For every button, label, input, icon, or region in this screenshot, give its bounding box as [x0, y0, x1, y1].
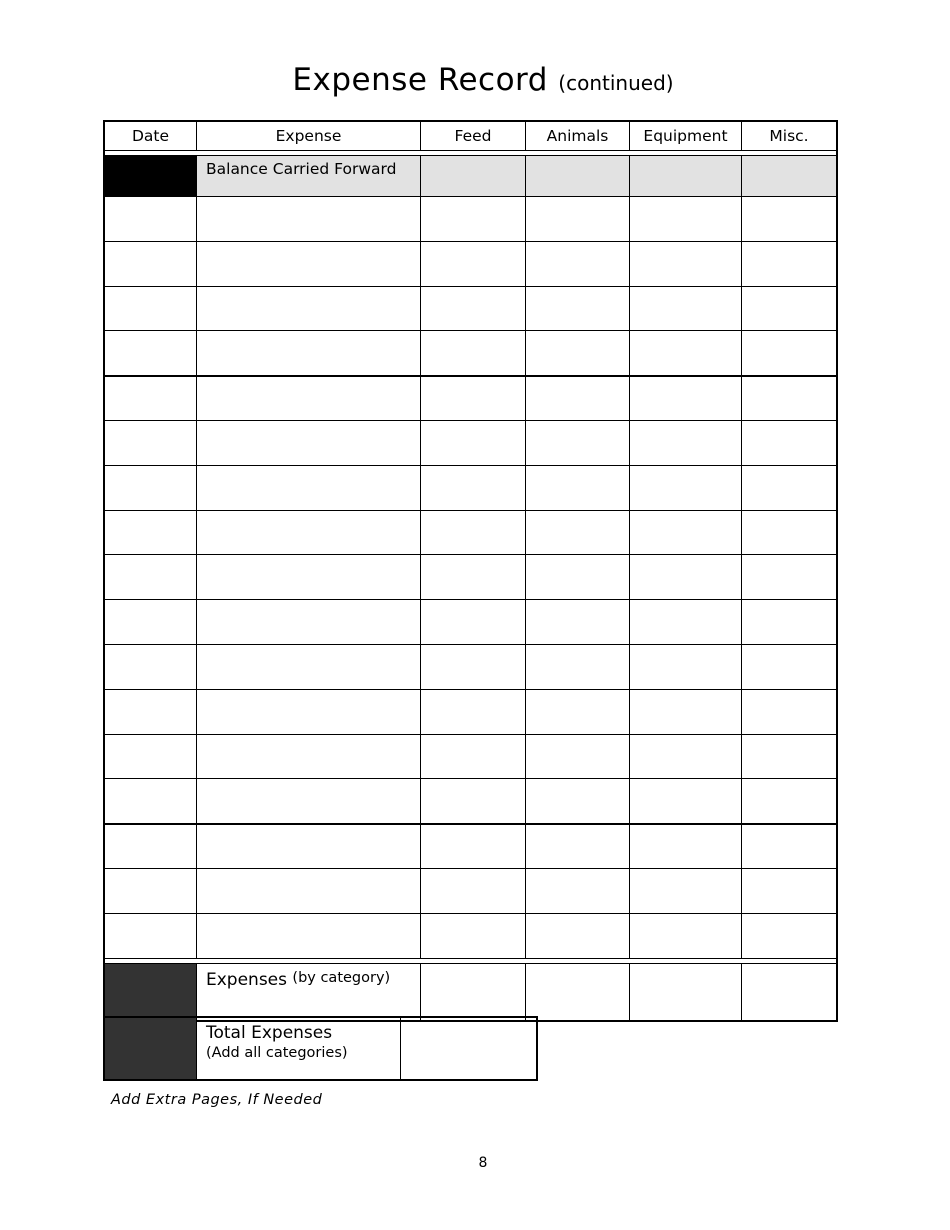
- cell-expense[interactable]: [197, 421, 421, 465]
- table-row: [105, 734, 836, 779]
- cell-feed[interactable]: [421, 377, 526, 420]
- header-feed: Feed: [421, 122, 526, 150]
- header-equipment: Equipment: [630, 122, 742, 150]
- balance-label: Balance Carried Forward: [197, 156, 421, 196]
- header-expense: Expense: [197, 122, 421, 150]
- cell-animals[interactable]: [526, 645, 630, 689]
- cell-date[interactable]: [105, 466, 197, 510]
- cell-animals[interactable]: [526, 779, 630, 823]
- cell-misc[interactable]: [742, 825, 836, 868]
- table-row: [105, 375, 836, 420]
- category-date-shaded: [105, 964, 197, 1020]
- cell-misc[interactable]: [742, 869, 836, 913]
- balance-row: [105, 156, 836, 196]
- table-row: [105, 644, 836, 689]
- cell-feed[interactable]: [421, 869, 526, 913]
- balance-equipment[interactable]: [630, 156, 742, 196]
- category-label: [197, 964, 421, 1020]
- cell-misc[interactable]: [742, 645, 836, 689]
- table-row: [105, 868, 836, 913]
- table-row: [105, 330, 836, 375]
- page-number: 8: [478, 1155, 488, 1171]
- cell-expense[interactable]: [197, 377, 421, 420]
- category-label-main: Expenses: [206, 969, 287, 990]
- cell-expense[interactable]: [197, 914, 421, 958]
- cell-misc[interactable]: [742, 511, 836, 555]
- table-row: [105, 196, 836, 241]
- table-row: [105, 689, 836, 734]
- table-row: [105, 778, 836, 823]
- cell-feed[interactable]: [421, 914, 526, 958]
- cell-expense[interactable]: [197, 197, 421, 241]
- cell-equipment[interactable]: [630, 287, 742, 331]
- cell-equipment[interactable]: [630, 600, 742, 644]
- cell-misc[interactable]: [742, 466, 836, 510]
- cell-equipment[interactable]: [630, 331, 742, 375]
- cell-equipment[interactable]: [630, 555, 742, 599]
- cell-animals[interactable]: [526, 331, 630, 375]
- cell-feed[interactable]: [421, 511, 526, 555]
- cell-date[interactable]: [105, 331, 197, 375]
- cell-equipment[interactable]: [630, 690, 742, 734]
- balance-feed[interactable]: [421, 156, 526, 196]
- category-equipment[interactable]: [630, 964, 742, 1020]
- cell-date[interactable]: [105, 869, 197, 913]
- cell-expense[interactable]: [197, 511, 421, 555]
- table-row: [105, 599, 836, 644]
- cell-date[interactable]: [105, 287, 197, 331]
- balance-date-shaded: [105, 156, 197, 196]
- cell-feed[interactable]: [421, 331, 526, 375]
- cell-equipment[interactable]: [630, 197, 742, 241]
- cell-date[interactable]: [105, 421, 197, 465]
- title-sub: (continued): [558, 71, 674, 95]
- header-misc: Misc.: [769, 127, 809, 145]
- cell-feed[interactable]: [421, 779, 526, 823]
- total-label: [197, 1018, 401, 1079]
- table-row: [105, 913, 836, 958]
- category-row: [105, 964, 836, 1020]
- cell-expense[interactable]: [197, 600, 421, 644]
- cell-misc[interactable]: [742, 735, 836, 779]
- cell-feed[interactable]: [421, 197, 526, 241]
- table-row: [105, 241, 836, 286]
- cell-expense[interactable]: [197, 242, 421, 286]
- cell-misc[interactable]: [742, 377, 836, 420]
- cell-expense[interactable]: [197, 645, 421, 689]
- category-feed[interactable]: [421, 964, 526, 1020]
- total-expenses-box: [103, 1016, 538, 1081]
- cell-equipment[interactable]: [630, 735, 742, 779]
- cell-feed[interactable]: [421, 825, 526, 868]
- cell-expense[interactable]: [197, 555, 421, 599]
- cell-equipment[interactable]: [630, 377, 742, 420]
- cell-date[interactable]: [105, 645, 197, 689]
- table-row: [105, 465, 836, 510]
- header-animals: Animals: [526, 122, 630, 150]
- cell-misc[interactable]: [742, 421, 836, 465]
- cell-equipment[interactable]: [630, 869, 742, 913]
- header-row: [105, 122, 836, 150]
- cell-equipment[interactable]: [630, 825, 742, 868]
- cell-date[interactable]: [105, 242, 197, 286]
- cell-animals[interactable]: [526, 869, 630, 913]
- footer-note: Add Extra Pages, If Needed: [111, 1092, 323, 1108]
- cell-misc[interactable]: [742, 690, 836, 734]
- page-title: [0, 62, 950, 98]
- balance-animals[interactable]: [526, 156, 630, 196]
- cell-expense[interactable]: [197, 466, 421, 510]
- cell-date[interactable]: [105, 690, 197, 734]
- total-value[interactable]: [401, 1018, 536, 1079]
- cell-equipment[interactable]: [630, 914, 742, 958]
- title-main: Expense Record: [292, 62, 548, 98]
- cell-date[interactable]: [105, 825, 197, 868]
- table-row: [105, 554, 836, 599]
- cell-misc[interactable]: [742, 914, 836, 958]
- cell-misc[interactable]: [742, 779, 836, 823]
- cell-date[interactable]: [105, 511, 197, 555]
- cell-expense[interactable]: [197, 690, 421, 734]
- cell-misc[interactable]: [742, 242, 836, 286]
- cell-date[interactable]: [105, 555, 197, 599]
- total-label-main: Total Expenses: [206, 1023, 333, 1043]
- cell-feed[interactable]: [421, 600, 526, 644]
- cell-feed[interactable]: [421, 466, 526, 510]
- cell-animals[interactable]: [526, 825, 630, 868]
- cell-expense[interactable]: [197, 869, 421, 913]
- cell-date[interactable]: [105, 197, 197, 241]
- cell-equipment[interactable]: [630, 645, 742, 689]
- cell-animals[interactable]: [526, 377, 630, 420]
- cell-animals[interactable]: [526, 690, 630, 734]
- cell-animals[interactable]: [526, 511, 630, 555]
- balance-misc[interactable]: [742, 156, 836, 196]
- table-row: [105, 510, 836, 555]
- cell-misc[interactable]: [742, 287, 836, 331]
- cell-misc[interactable]: [742, 600, 836, 644]
- table-row: [105, 286, 836, 331]
- cell-date[interactable]: [105, 779, 197, 823]
- cell-animals[interactable]: [526, 197, 630, 241]
- cell-feed[interactable]: [421, 690, 526, 734]
- cell-animals[interactable]: [526, 242, 630, 286]
- cell-equipment[interactable]: [630, 242, 742, 286]
- total-shaded: [105, 1018, 197, 1079]
- cell-equipment[interactable]: [630, 466, 742, 510]
- cell-date[interactable]: [105, 914, 197, 958]
- cell-animals[interactable]: [526, 287, 630, 331]
- cell-misc[interactable]: [742, 197, 836, 241]
- cell-expense[interactable]: [197, 735, 421, 779]
- cell-animals[interactable]: [526, 421, 630, 465]
- cell-expense[interactable]: [197, 331, 421, 375]
- cell-misc[interactable]: [742, 331, 836, 375]
- cell-animals[interactable]: [526, 555, 630, 599]
- cell-equipment[interactable]: [630, 421, 742, 465]
- cell-misc[interactable]: [742, 555, 836, 599]
- cell-expense[interactable]: [197, 825, 421, 868]
- cell-equipment[interactable]: [630, 511, 742, 555]
- cell-feed[interactable]: [421, 735, 526, 779]
- cell-date[interactable]: [105, 735, 197, 779]
- cell-equipment[interactable]: [630, 779, 742, 823]
- data-rows: [105, 196, 836, 958]
- table-row: [105, 823, 836, 868]
- table-row: [105, 420, 836, 465]
- cell-animals[interactable]: [526, 600, 630, 644]
- total-label-sub: (Add all categories): [206, 1045, 348, 1061]
- category-misc[interactable]: [742, 964, 836, 1020]
- cell-animals[interactable]: [526, 735, 630, 779]
- cell-date[interactable]: [105, 600, 197, 644]
- cell-feed[interactable]: [421, 555, 526, 599]
- cell-feed[interactable]: [421, 645, 526, 689]
- cell-animals[interactable]: [526, 466, 630, 510]
- header-date: Date: [105, 122, 197, 150]
- cell-date[interactable]: [105, 377, 197, 420]
- cell-animals[interactable]: [526, 914, 630, 958]
- cell-feed[interactable]: [421, 421, 526, 465]
- cell-expense[interactable]: [197, 779, 421, 823]
- expense-table: [103, 120, 838, 1022]
- cell-feed[interactable]: [421, 242, 526, 286]
- category-animals[interactable]: [526, 964, 630, 1020]
- cell-expense[interactable]: [197, 287, 421, 331]
- cell-feed[interactable]: [421, 287, 526, 331]
- category-label-sub: (by category): [292, 969, 391, 986]
